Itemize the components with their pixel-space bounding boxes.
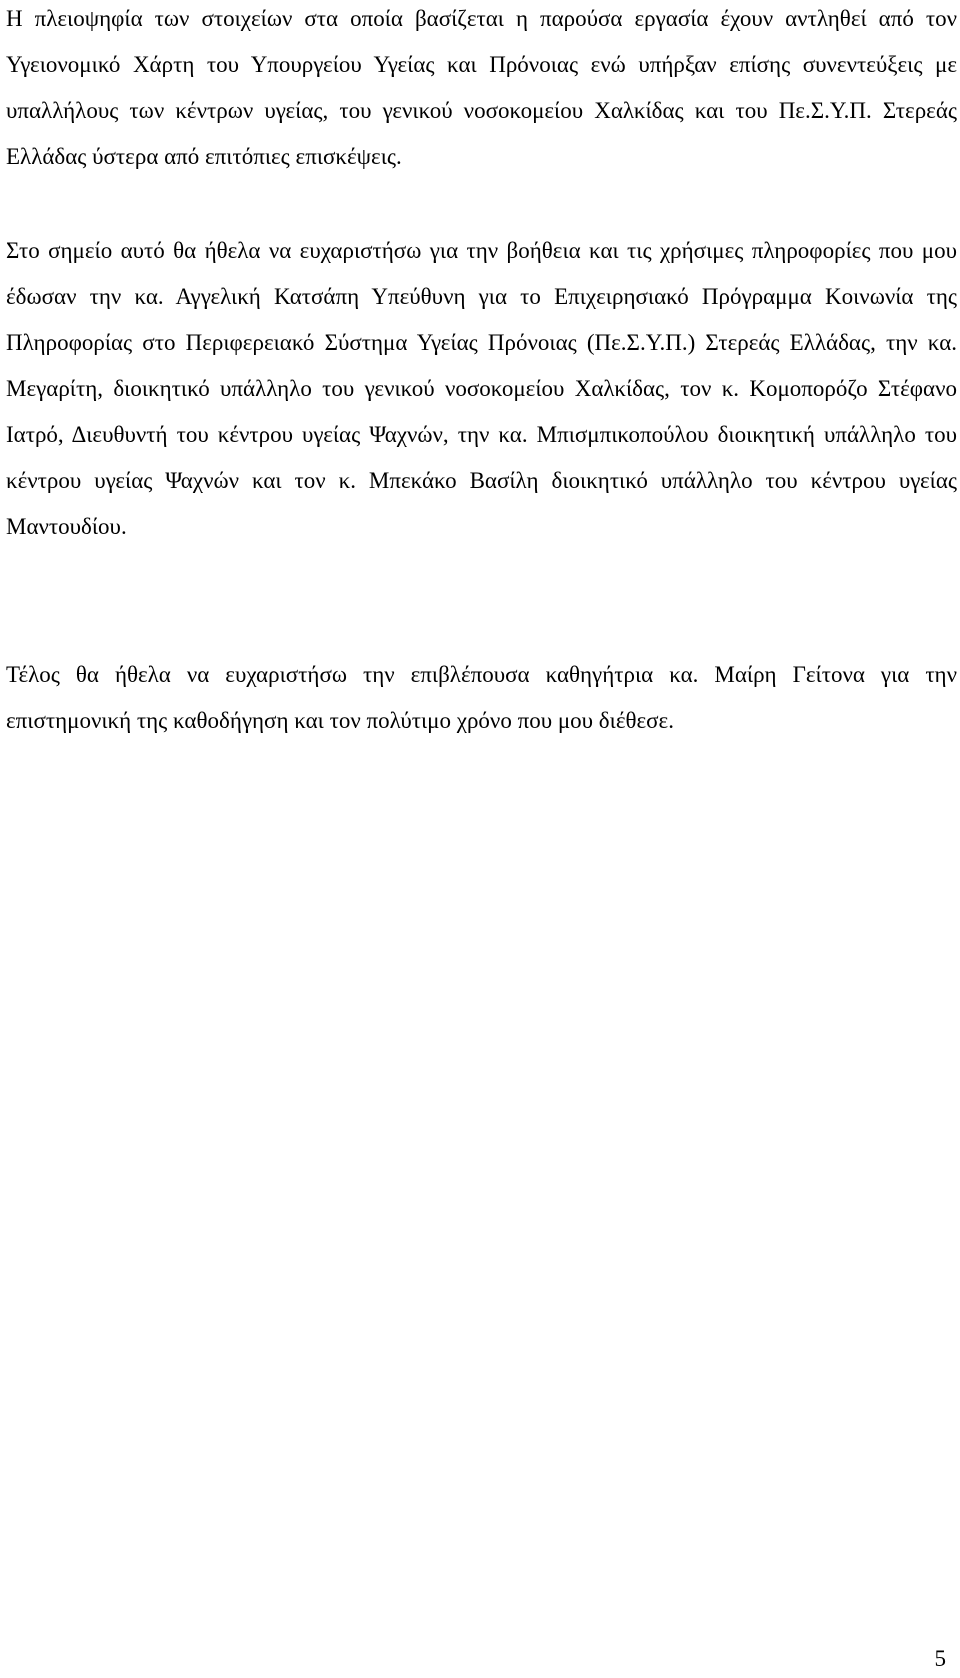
page-number: 5 [934, 1646, 946, 1671]
paragraph-closing-thanks: Τέλος θα ήθελα να ευχαριστήσω την επιβλέπουσα καθηγήτρια κα. Μαίρη Γείτονα για την επιστημονική της καθοδήγηση και τον πολύτιμο χρόνο που μου διέθεσε. [6, 662, 957, 733]
paragraph-acknowledgements: Στο σημείο αυτό θα ήθελα να ευχαριστήσω για την βοήθεια και τις χρήσιμες πληροφορίες που μου έδωσαν την κα. Αγγελική Κατσάπη Υπεύθυνη για το Επιχειρησιακό Πρόγραμμα Κοινωνία της Πληροφορίας στο Περιφερειακό Σύστημα Υγείας Πρόνοιας (Πε.Σ.Υ.Π.) Στερεάς Ελλάδας, την κα. Μεγαρίτη, διοικητικό υπάλληλο του γενικού νοσοκομείου Χαλκίδας, τον κ. Κομοπορόζο Στέφανο Ιατρό, Διευθυντή του κέντρου υγείας Ψαχνών, την κα. Μπισμπικοπούλου διοικητική υπάλληλο του κέντρου υγείας Ψαχνών και τον κ. Μπεκάκο Βασίλη διοικητικό υπάλληλο του κέντρου υγείας Μαντουδίου. [6, 238, 957, 539]
paragraph-sources: Η πλειοψηφία των στοιχείων στα οποία βασίζεται η παρούσα εργασία έχουν αντληθεί από τον Υγειονομικό Χάρτη του Υπουργείου Υγείας και Πρόνοιας ενώ υπήρξαν επίσης συνεντεύξεις με υπαλλήλους των κέντρων υγείας, του γενικού νοσοκομείου Χαλκίδας και του Πε.Σ.Υ.Π. Στερεάς Ελλάδας ύστερα από επιτόπιες επισκέψεις. [6, 6, 957, 169]
